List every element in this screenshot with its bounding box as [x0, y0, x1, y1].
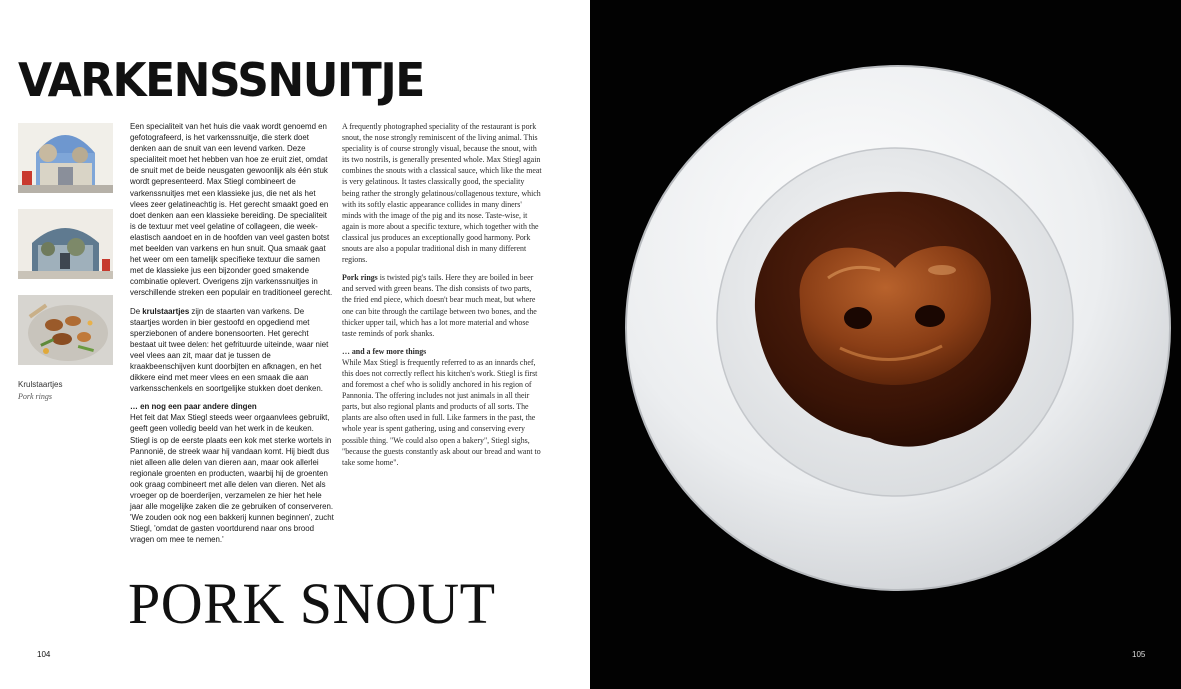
- pork-rings-photo: [18, 295, 113, 365]
- dutch-paragraph-1: Een specialiteit van het huis die vaak wordt genoemd en gefotografeerd, is het varkenssnuitje, die sterk doet denken aan de snuit van een levend varken. Deze specialiteit moet het hebben van hoe ze eruit ziet, omdat de snuit met de beide neusgaten gewoonlijk als één stuk wordt gepresenteerd. Max Stiegl combineert de varkenssnuitjes met een klassieke jus, die net als het vlees zeer gelatineachtig is. Het gerecht smaakt goed en doet denken aan een klassieke bereiding. De specialiteit is de textuur met veel gelatine of collageen, die week-elastisch aandoet en in de hoofden van veel gasten botst met beelden van varkens en hun snuit. Qua smaak gaat het weer om een tamelijk specifieke textuur die samen met de klassieke jus een bijzonder goed smakende combinatie oplevert. Overigens zijn varkenssnuitjes in verschillende streken een populair en traditioneel gerecht.: [130, 122, 333, 298]
- dutch-text-column: [130, 121, 334, 552]
- restaurant-photo-1: [18, 123, 113, 193]
- english-bold-term: Pork rings: [342, 273, 378, 283]
- dutch-subheading: … en nog een paar andere dingen: [130, 402, 257, 412]
- page-title-english: PORK SNOUT: [128, 571, 496, 636]
- english-paragraph-2: Pork rings is twisted pig's tails. Here they are boiled in beer and served with green beans. The dish consists of two parts, the fried end piece, which doesn't bear much meat, but where one can bite through the cartilage between two bones, and the thicker upper tail, which has a lot more material and whose taste reminds of pork shanks.: [342, 273, 537, 338]
- page-number-right: 105: [1132, 650, 1146, 659]
- english-paragraph-3: While Max Stiegl is frequently referred to as an innards chef, this does not correctly reflect his kitchen's work. Stiegl is first and foremost a chef who is solidly anchored in his region of Pannonia. The offering includes not just animals in all their parts, but also regional plants and products of all sorts. The plants are also often used in full. Like farmers in the past, the whole year is spent gathering, using and conserving every possible thing. "We could also open a bakery", Stiegl sighs, "because the guests constantly ask about our bread and want to take some home".: [342, 357, 541, 467]
- photo-caption-english: Pork rings: [18, 392, 52, 401]
- left-page: [0, 0, 590, 689]
- dutch-paragraph-2: De krulstaartjes zijn de staarten van varkens. De staartjes worden in bier gestoofd en opgediend met sperziebonen of andere bonensoorten. Het gerecht bestaat uit twee delen: het gefrituurde uiteinde, waar niet veel vlees aan zit, maar dat je tussen de kraakbeenschijven kunt doorbijten en afknagen, en het dikkere eind met meer vlees en een smaak die aan varkensschenkels en soortgelijke stukken doet denken.: [130, 306, 329, 394]
- page-title-dutch: VARKENSSNUITJE: [18, 54, 424, 108]
- english-text-column: [342, 121, 542, 475]
- restaurant-photo-2: [18, 209, 113, 279]
- page-number-left: 104: [37, 650, 51, 659]
- pork-snout-dish-photo: [590, 0, 1181, 689]
- right-page: [590, 0, 1181, 689]
- dutch-bold-term: krulstaartjes: [142, 306, 190, 316]
- photo-caption-dutch: Krulstaartjes: [18, 380, 63, 389]
- dutch-paragraph-3: Het feit dat Max Stiegl steeds weer orgaanvlees gebruikt, geeft geen volledig beeld van het werk in de keuken. Stiegl is op de eerste plaats een kok met sterke wortels in Pannonië, de streek waar hij vandaan komt. Hij biedt dus niet alleen alle delen van dieren aan, maar ook allerlei regionale groenten en producten, waarbij hij de groenten ook graag combineert met alle delen van dieren. Net als vroeger op de boerderijen, verzamelen ze hier het hele jaar alle mogelijke zaken die ze gebruiken of conserveren. 'We zouden ook nog een bakkerij kunnen beginnen', zucht Stiegl, 'omdat de gasten voortdurend naar ons brood vragen om mee te nemen.': [130, 413, 334, 545]
- left-nostril: [844, 307, 872, 329]
- right-nostril: [915, 305, 945, 327]
- english-subheading: … and a few more things: [342, 346, 427, 356]
- english-paragraph-1: A frequently photographed speciality of the restaurant is pork snout, the nose strongly reminiscent of the living animal. This speciality is of course strongly visual, because the snout, with its two nostrils, is generally presented whole. Max Stiegl again combines the snouts with a classical sauce, which like the meat is very gelatinous. It tastes classically good, the speciality being rather the strongly gelatinous/collagenous texture, which with its softly elastic appearance collides in many diners' minds with the image of the pig and its nose. Taste-wise, it again is more about a specific texture, which together with the classical jus produces an exceptionally good harmony. Pork snouts are also a popular traditional dish in many different regions.: [342, 122, 542, 265]
